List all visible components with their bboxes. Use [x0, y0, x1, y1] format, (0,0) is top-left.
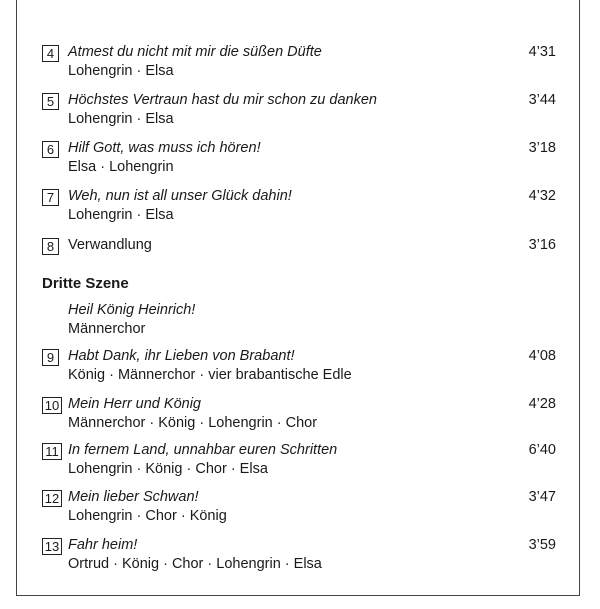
track-duration: 3’18: [528, 140, 556, 156]
track-performers: Lohengrin · Elsa: [68, 111, 174, 127]
page-frame: [16, 0, 580, 596]
track-performers: Männerchor · König · Lohengrin · Chor: [68, 415, 318, 431]
track-duration: 3’59: [528, 537, 556, 553]
track-title: Atmest du nicht mit mir die süßen Düfte: [68, 44, 322, 60]
track-number: 6: [42, 141, 59, 158]
track-number: 5: [42, 93, 59, 110]
track-duration: 6’40: [528, 442, 556, 458]
track-duration: 3’44: [528, 92, 556, 108]
track-duration: 4’32: [528, 188, 556, 204]
track-title: Hilf Gott, was muss ich hören!: [68, 140, 261, 156]
track-title: Verwandlung: [68, 237, 152, 253]
track-title: Höchstes Vertraun hast du mir schon zu danken: [68, 92, 377, 108]
track-title: Mein lieber Schwan!: [68, 489, 199, 505]
track-duration: 4’31: [528, 44, 556, 60]
track-duration: 3’47: [528, 489, 556, 505]
track-number: 12: [42, 490, 62, 507]
track-number: 10: [42, 397, 62, 414]
track-number: 7: [42, 189, 59, 206]
track-number: 8: [42, 238, 59, 255]
track-number: 11: [42, 443, 62, 460]
track-performers: Lohengrin · König · Chor · Elsa: [68, 461, 268, 477]
track-number: 4: [42, 45, 59, 62]
track-title: Heil König Heinrich!: [68, 302, 196, 318]
track-performers: Lohengrin · Elsa: [68, 63, 174, 79]
section-heading: Dritte Szene: [42, 275, 129, 292]
track-performers: König · Männerchor · vier brabantische Edle: [68, 367, 352, 383]
track-title: Weh, nun ist all unser Glück dahin!: [68, 188, 292, 204]
track-performers: Lohengrin · Chor · König: [68, 508, 227, 524]
track-title: In fernem Land, unnahbar euren Schritten: [68, 442, 338, 458]
track-number: 13: [42, 538, 62, 555]
track-performers: Männerchor: [68, 321, 146, 337]
track-duration: 4’08: [528, 348, 556, 364]
track-title: Habt Dank, ihr Lieben von Brabant!: [68, 348, 295, 364]
track-title: Fahr heim!: [68, 537, 138, 553]
track-performers: Ortrud · König · Chor · Lohengrin · Elsa: [68, 556, 322, 572]
track-duration: 3’16: [528, 237, 556, 253]
track-duration: 4’28: [528, 396, 556, 412]
track-number: 9: [42, 349, 59, 366]
track-performers: Lohengrin · Elsa: [68, 207, 174, 223]
track-title: Mein Herr und König: [68, 396, 201, 412]
track-performers: Elsa · Lohengrin: [68, 159, 174, 175]
